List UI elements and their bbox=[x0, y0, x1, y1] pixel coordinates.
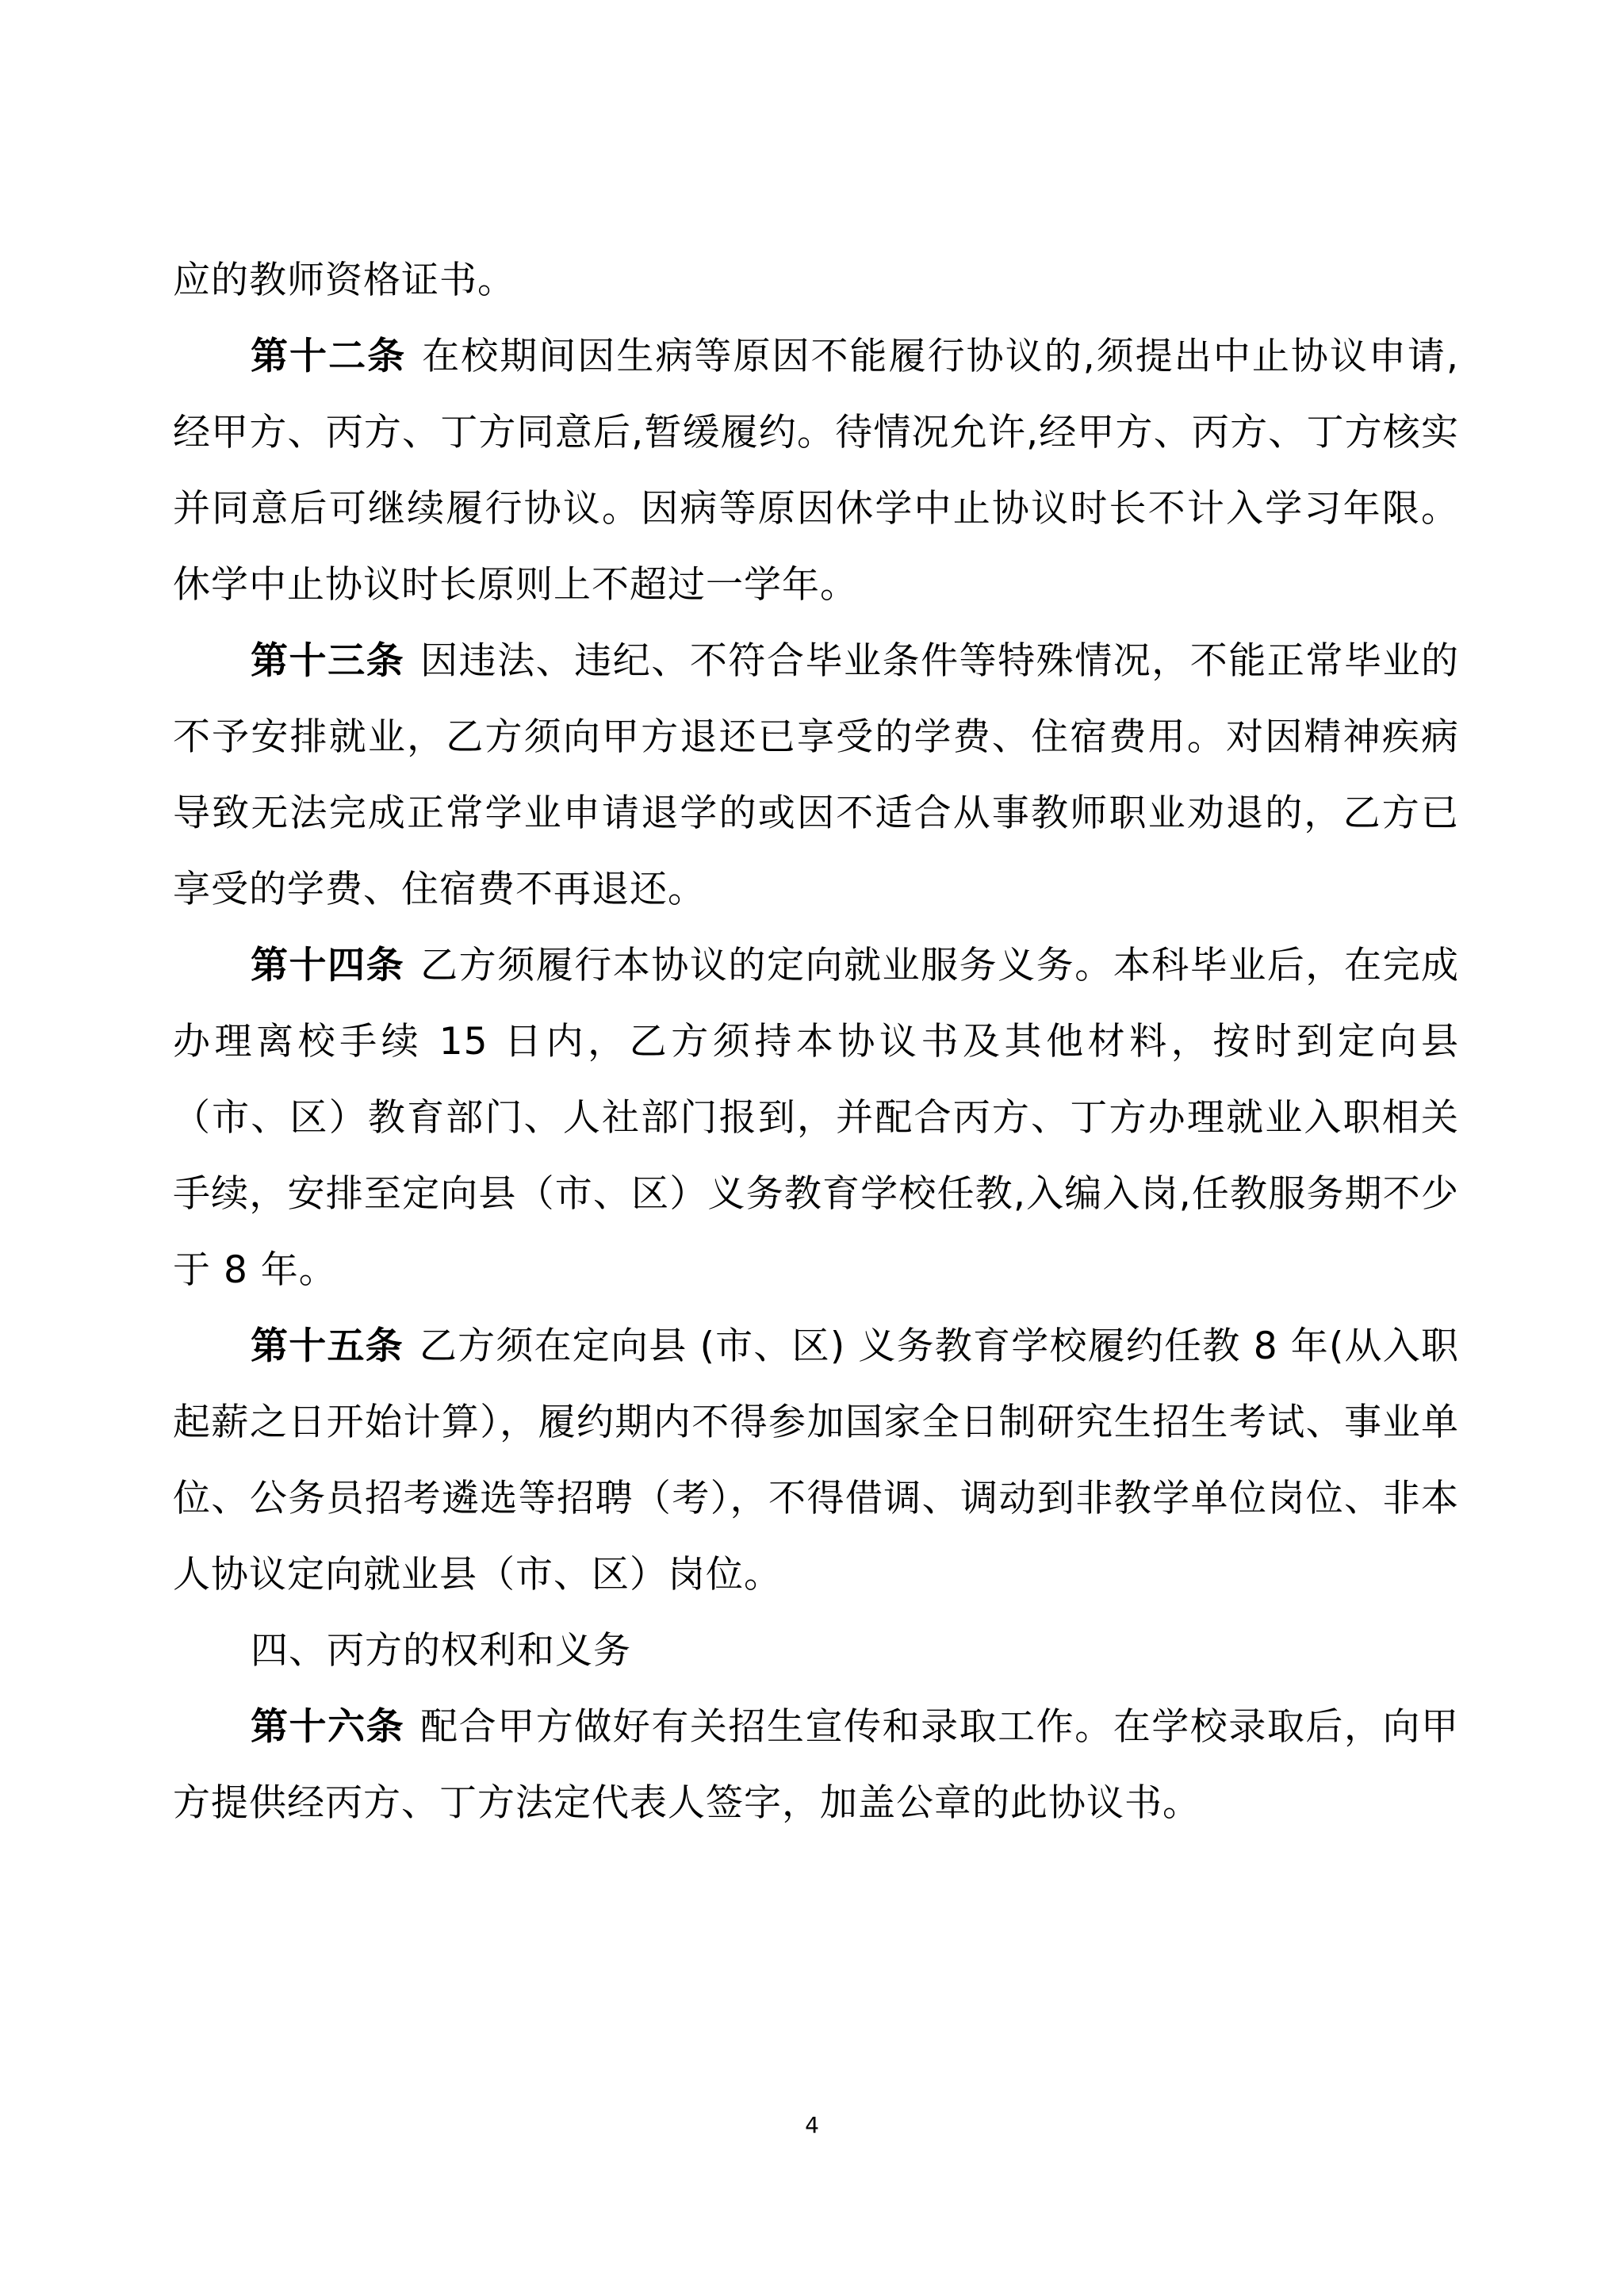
article-heading: 第十三条 bbox=[251, 639, 405, 683]
article-12 bbox=[173, 319, 1459, 623]
paragraph-continued bbox=[173, 243, 1459, 319]
article-text: 在校期间因生病等原因不能履行协议的,须提出中止协议申请,经甲方、丙方、丁方同意后,暂缓履约。待情况允许,经甲方、丙方、丁方核实并同意后可继续履行协议。因病等原因休学中止协议时长不计入学习年限。休学中止协议时长原则上不超过一学年。 bbox=[173, 335, 1460, 607]
page-number: 4 bbox=[805, 2112, 819, 2138]
article-16 bbox=[173, 1689, 1459, 1842]
article-text: 乙方须履行本协议的定向就业服务义务。本科毕业后，在完成办理离校手续 15 日内，乙方须持本协议书及其他材料，按时到定向县（市、区）教育部门、人社部门报到，并配合丙方、丁方办理就业入职相关手续，安排至定向县（市、区）义务教育学校任教,入编入岗,任教服务期不少于 8 年。 bbox=[173, 944, 1460, 1292]
article-text: 乙方须在定向县 (市、区) 义务教育学校履约任教 8 年(从入职起薪之日开始计算），履约期内不得参加国家全日制研究生招生考试、事业单位、公务员招考遴选等招聘（考），不得借调、调动到非教学单位岗位、非本人协议定向就业县（市、区）岗位。 bbox=[173, 1324, 1460, 1596]
article-heading: 第十四条 bbox=[251, 944, 405, 987]
article-15 bbox=[173, 1309, 1459, 1613]
section-heading bbox=[173, 1613, 1459, 1689]
article-text: 配合甲方做好有关招生宣传和录取工作。在学校录取后，向甲方提供经丙方、丁方法定代表人签字，加盖公章的此协议书。 bbox=[173, 1705, 1460, 1825]
article-13 bbox=[173, 623, 1459, 928]
article-heading: 第十二条 bbox=[251, 335, 407, 378]
article-14 bbox=[173, 928, 1459, 1309]
article-heading: 第十五条 bbox=[251, 1324, 404, 1368]
article-text: 因违法、违纪、不符合毕业条件等特殊情况，不能正常毕业的不予安排就业，乙方须向甲方退还已享受的学费、住宿费用。对因精神疾病导致无法完成正常学业申请退学的或因不适合从事教师职业劝退的，乙方已享受的学费、住宿费不再退还。 bbox=[173, 639, 1460, 911]
document-body bbox=[173, 243, 1459, 1842]
paragraph-text: 应的教师资格证书。 bbox=[173, 259, 515, 302]
article-heading: 第十六条 bbox=[251, 1705, 405, 1749]
section-title: 四、丙方的权利和义务 bbox=[251, 1629, 631, 1673]
